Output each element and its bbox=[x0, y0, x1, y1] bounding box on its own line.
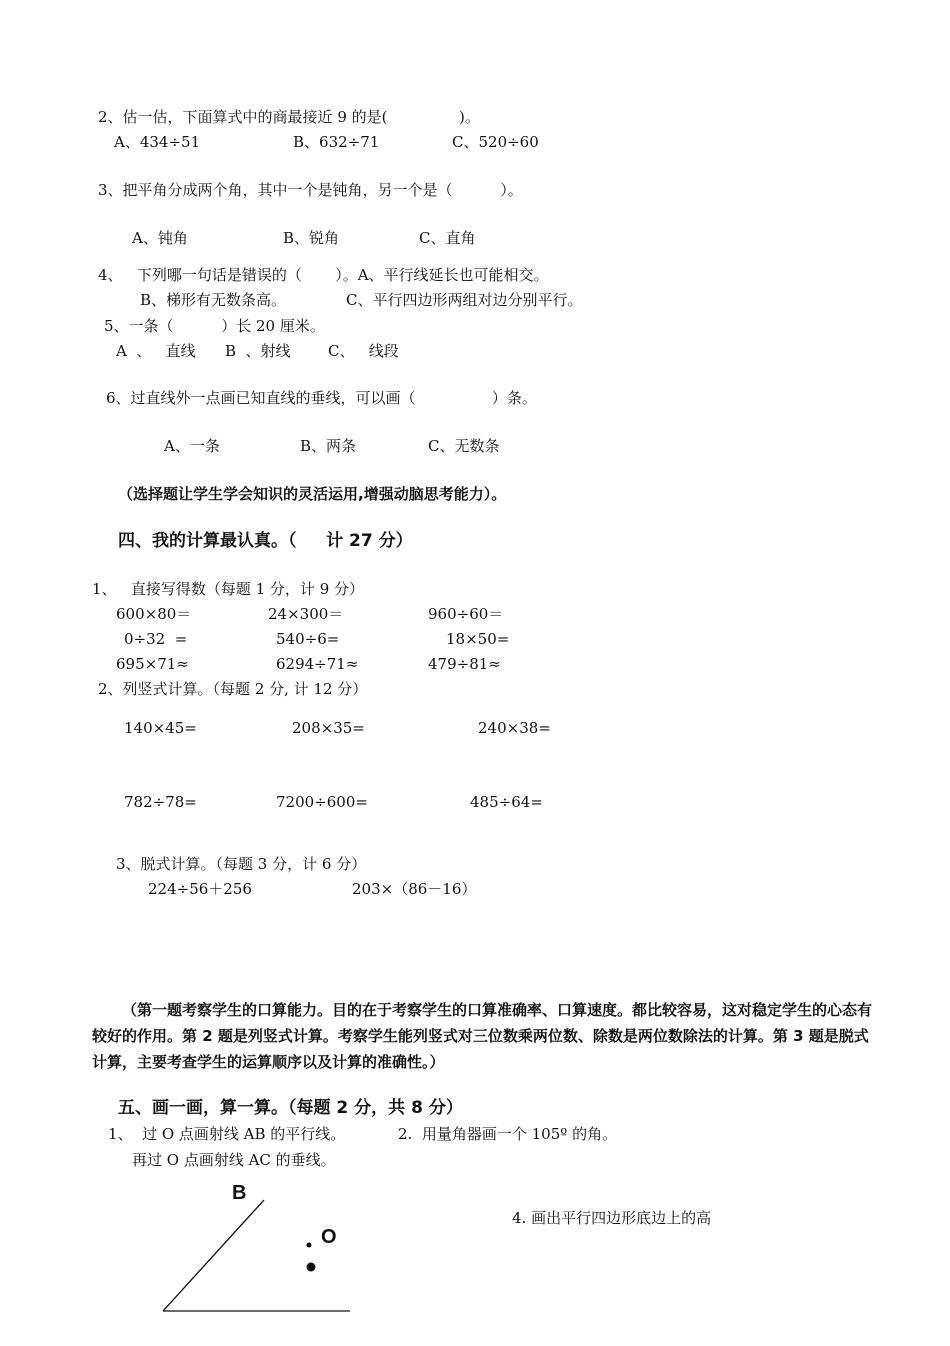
q5-stem: 5、一条（ ）长 20 厘米。 bbox=[104, 317, 325, 335]
q3-option-a: A、钝角 bbox=[132, 229, 188, 247]
label-b: B bbox=[232, 1182, 247, 1204]
part2-title: 2、列竖式计算。（每题 2 分, 计 12 分） bbox=[98, 680, 368, 698]
draw-q4: 4. 画出平行四边形底边上的高 bbox=[512, 1209, 712, 1227]
mental-calc-item: 960÷60＝ bbox=[428, 605, 504, 623]
q2-option-a: A、434÷51 bbox=[114, 133, 201, 151]
draw-q2: 2. 用量角器画一个 105º 的角。 bbox=[398, 1125, 618, 1143]
ray-ab-line bbox=[163, 1200, 264, 1311]
part1-title: 1、 直接写得数（每题 1 分，计 9 分） bbox=[92, 580, 365, 598]
q5-option-a: A 、 直线 bbox=[116, 342, 196, 360]
vertical-calc-item: 240×38= bbox=[478, 719, 551, 737]
q3-stem: 3、把平角分成两个角，其中一个是钝角，另一个是（ ）。 bbox=[98, 181, 523, 199]
stepwise-calc-item: 224÷56＋256 bbox=[148, 880, 252, 898]
mental-calc-item: 600×80＝ bbox=[116, 605, 192, 623]
q5-option-b: B 、射线 bbox=[225, 342, 291, 360]
stepwise-calc-item: 203×（86－16） bbox=[352, 880, 477, 898]
q5-option-c: C、 线段 bbox=[328, 342, 399, 360]
mental-calc-item: 695×71≈ bbox=[116, 655, 189, 673]
q2-option-c: C、520÷60 bbox=[452, 133, 539, 151]
draw-q1-line1: 1、 过 O 点画射线 AB 的平行线。 bbox=[108, 1125, 346, 1143]
calc-teacher-note: （第一题考察学生的口算能力。目的在于考察学生的口算准确率、口算速度。都比较容易，这对稳定学生的心态有较好的作用。第 2 题是列竖式计算。考察学生能列竖式对三位数乘两位数、除数是两位数除法的计算。第 3 题是脱式计算，主要考查学生的运算顺序以及计算的准确性。） bbox=[92, 1001, 873, 1071]
q3-option-b: B、锐角 bbox=[283, 229, 340, 247]
vertical-calc-item: 208×35= bbox=[292, 719, 365, 737]
mental-calc-item: 479÷81≈ bbox=[428, 655, 501, 673]
label-o: O bbox=[321, 1226, 337, 1248]
mental-calc-item: 24×300＝ bbox=[268, 605, 344, 623]
section4-title: 四、我的计算最认真。（ 计 27 分） bbox=[118, 531, 413, 551]
section5-title: 五、画一画，算一算。（每题 2 分，共 8 分） bbox=[118, 1098, 463, 1118]
q3-option-c: C、直角 bbox=[419, 229, 476, 247]
q4-stem: 4、 下列哪一句话是错误的（ ）。A、平行线延长也可能相交。 bbox=[98, 266, 549, 284]
vertical-calc-item: 140×45= bbox=[124, 719, 197, 737]
vertical-calc-item: 782÷78= bbox=[124, 793, 197, 811]
q2-option-b: B、632÷71 bbox=[293, 133, 380, 151]
q4-option-b: B、梯形有无数条高。 bbox=[140, 291, 287, 309]
mental-calc-item: 18×50= bbox=[446, 630, 510, 648]
q2-stem: 2、估一估，下面算式中的商最接近 9 的是( )。 bbox=[98, 108, 480, 126]
mental-calc-item: 6294÷71≈ bbox=[276, 655, 359, 673]
choice-teacher-note: （选择题让学生学会知识的灵活运用,增强动脑思考能力）。 bbox=[118, 485, 507, 503]
vertical-calc-item: 7200÷600= bbox=[276, 793, 368, 811]
q4-option-c: C、平行四边形两组对边分别平行。 bbox=[346, 291, 583, 309]
mental-calc-item: 540÷6= bbox=[276, 630, 340, 648]
q6-option-a: A、一条 bbox=[164, 437, 220, 455]
small-point-o bbox=[307, 1243, 312, 1248]
vertical-calc-item: 485÷64= bbox=[470, 793, 543, 811]
part3-title: 3、脱式计算。（每题 3 分，计 6 分） bbox=[116, 855, 367, 873]
q6-option-b: B、两条 bbox=[300, 437, 357, 455]
q6-stem: 6、过直线外一点画已知直线的垂线，可以画（ ）条。 bbox=[106, 389, 537, 407]
draw-q1-line2: 再过 O 点画射线 AC 的垂线。 bbox=[132, 1151, 336, 1169]
point-o-dot bbox=[307, 1263, 316, 1272]
mental-calc-item: 0÷32 = bbox=[124, 630, 188, 648]
q6-option-c: C、无数条 bbox=[428, 437, 500, 455]
